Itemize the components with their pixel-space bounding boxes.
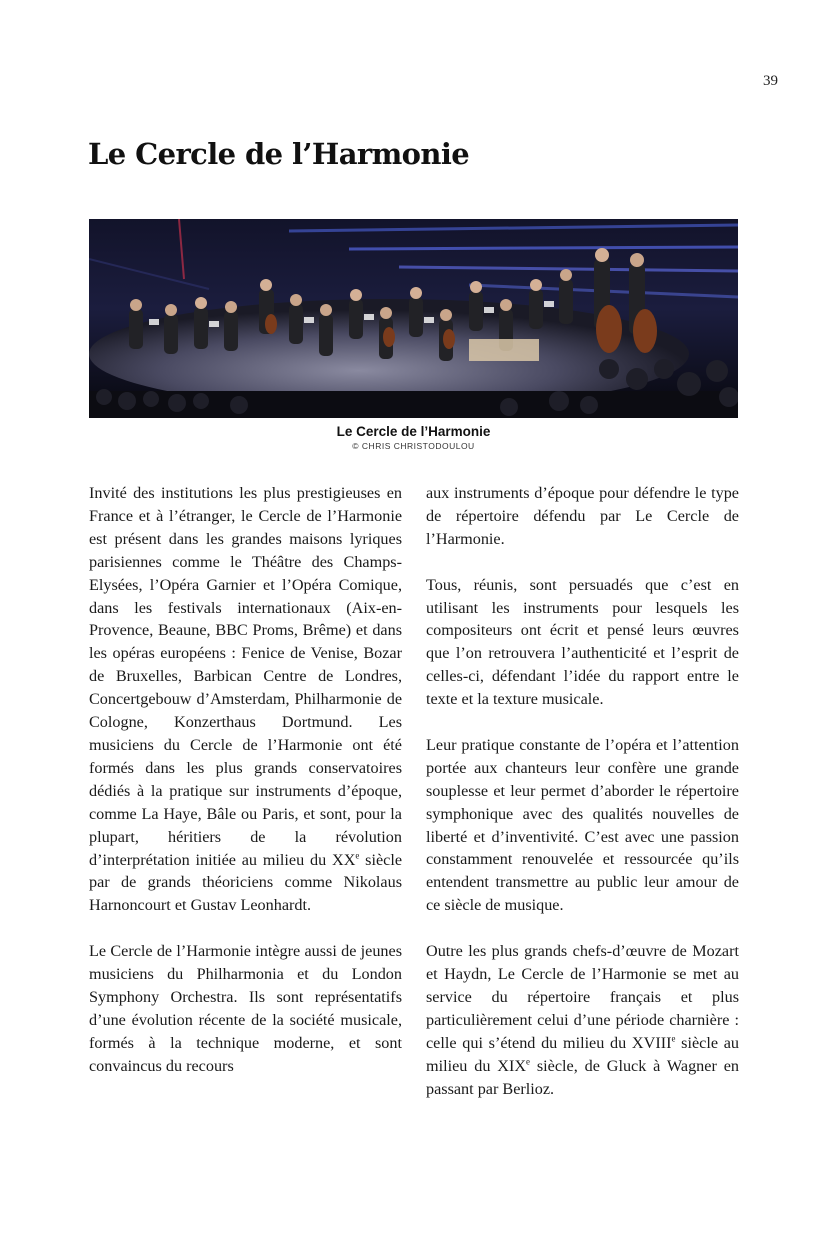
paragraph [89, 482, 402, 917]
superscript: e [671, 1033, 676, 1044]
page-number: 39 [763, 73, 778, 89]
orchestra-photo [89, 219, 738, 418]
paragraph-text: Outre les plus grands chefs-d’œuvre de Mozart et Haydn, Le Cercle de l’Harmonie se met au service du répertoire français et plus particulièrement celui d’une période charnière : celle qui s’étend du milieu du XVIII [426, 942, 739, 1052]
paragraph-text: Invité des institutions les plus prestigieuses en France et à l’étranger, le Cercle de l’Harmonie est présent dans les grandes maisons lyriques parisiennes comme le Théâtre des Champs-Elysées, l’Opéra Garnier et l’Opéra Comique, dans les festivals internationaux (Aix-en-Provence, Beaune, BBC Proms, Brême) et dans les opéras européens : Fenice de Venise, Bozar de Bruxelles, Barbican Centre de Londres, Concertgebouw d’Amsterdam, Philharmonie de Cologne, Konzerthaus Dortmund. Les musiciens du Cercle de l’Harmonie ont été formés dans les plus grands conservatoires dédiés à la pratique sur instruments d’époque, comme La Haye, Bâle ou Paris, et sont, pour la plupart, héritiers de la révolution d’interprétation initiée au milieu du XX [89, 484, 402, 869]
page-title: Le Cercle de l’Harmonie [88, 137, 470, 171]
paragraph-text: siècle, de Gluck à Wagner en passant par Berlioz. [426, 1056, 739, 1098]
paragraph [426, 940, 739, 1100]
superscript: e [355, 850, 360, 861]
superscript: e [526, 1056, 530, 1067]
caption-title: Le Cercle de l’Harmonie [336, 424, 491, 439]
paragraph-text: siècle par de grands théoriciens comme Nikolaus Harnoncourt et Gustav Leonhardt. [89, 850, 402, 915]
text-column-right [426, 482, 739, 1123]
text-column-left [89, 482, 402, 1100]
paragraph: Leur pratique constante de l’opéra et l’attention portée aux chanteurs leur confère une grande souplesse et leur permet d’aborder le répertoire symphonique avec des qualités nouvelles de liberté et d’inventivité. C’est avec une passion constamment renouvelée et ressourcée qu’ils entendent transmettre au public leur amour de ce siècle de musique. [426, 735, 739, 915]
paragraph: aux instruments d’époque pour défendre le type de répertoire défendu par Le Cercle de l’Harmonie. [426, 484, 739, 548]
paragraph-text: siècle au milieu du XIX [426, 1033, 739, 1075]
paragraph: Tous, réunis, sont persuadés que c’est en utilisant les instruments pour lesquels les compositeurs ont écrit et pensé leurs œuvres que l’on retrouvera l’authenticité et l’esprit de celles-ci, défendant l’idée du rapport entre le texte et la texture musicale. [426, 575, 739, 709]
photo-credit: © CHRIS CHRISTODOULOU [352, 441, 475, 451]
paragraph: Le Cercle de l’Harmonie intègre aussi de jeunes musiciens du Philharmonia et du London Symphony Orchestra. Ils sont représentatifs d’une évolution récente de la société musicale, formés à la technique moderne, et sont convaincus du recours [89, 942, 402, 1075]
orchestra-photo-illustration [89, 219, 738, 418]
photo-caption [89, 423, 738, 452]
